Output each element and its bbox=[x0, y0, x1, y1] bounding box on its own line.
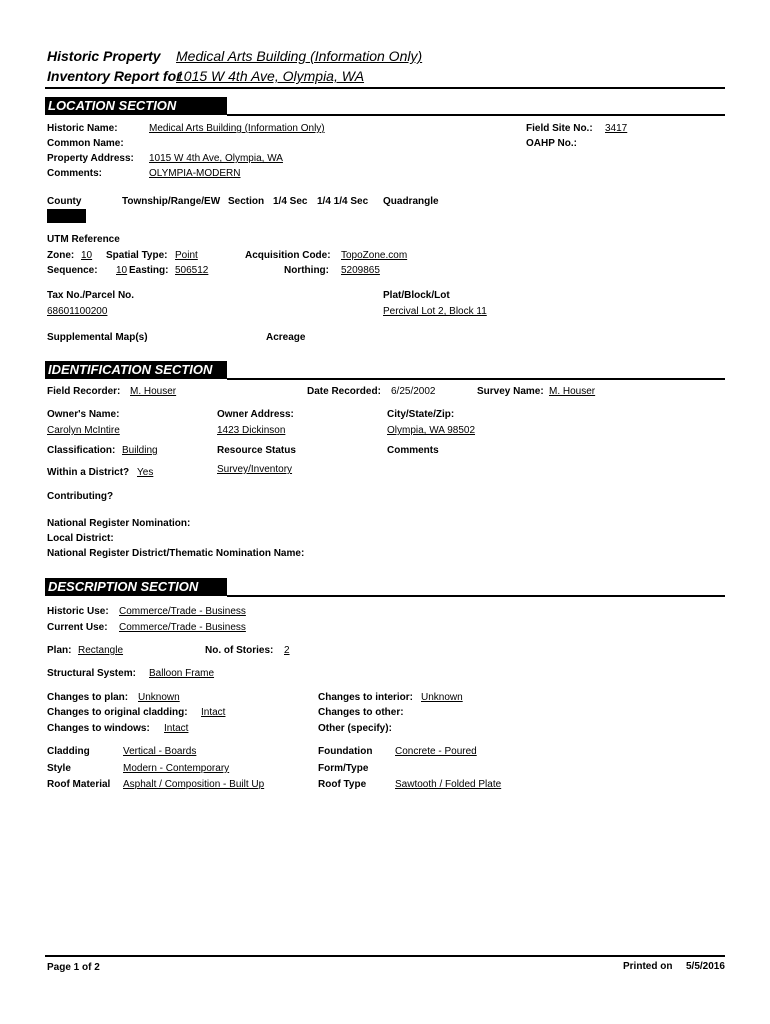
changes-cladding-value: Intact bbox=[201, 707, 226, 718]
identification-section-title: IDENTIFICATION SECTION bbox=[45, 361, 227, 379]
style-label: Style bbox=[47, 763, 71, 774]
foundation-label: Foundation bbox=[318, 746, 373, 757]
quadrangle-label: Quadrangle bbox=[383, 196, 439, 207]
comments-value: OLYMPIA-MODERN bbox=[149, 168, 241, 179]
tax-parcel-value: 68601100200 bbox=[47, 306, 108, 317]
header-label-2: Inventory Report for bbox=[47, 68, 182, 84]
comments-label: Comments: bbox=[47, 168, 103, 179]
printed-date: 5/5/2016 bbox=[686, 961, 725, 972]
tax-parcel-label: Tax No./Parcel No. bbox=[47, 290, 135, 301]
contributing-label: Contributing? bbox=[47, 491, 114, 502]
acreage-label: Acreage bbox=[266, 332, 306, 343]
nr-district-label: National Register District/Thematic Nomination Name: bbox=[47, 548, 305, 559]
location-rule bbox=[227, 114, 725, 116]
field-recorder-label: Field Recorder: bbox=[47, 386, 121, 397]
zone-label: Zone: bbox=[47, 250, 75, 261]
identification-comments-label: Comments bbox=[387, 445, 439, 456]
changes-windows-value: Intact bbox=[164, 723, 189, 734]
historic-use-label: Historic Use: bbox=[47, 606, 109, 617]
county-redaction-block bbox=[47, 209, 86, 223]
cladding-label: Cladding bbox=[47, 746, 90, 757]
acquisition-value: TopoZone.com bbox=[341, 250, 408, 261]
printed-on-label: Printed on bbox=[623, 961, 673, 972]
foundation-value: Concrete - Poured bbox=[395, 746, 477, 757]
northing-label: Northing: bbox=[284, 265, 329, 276]
changes-windows-label: Changes to windows: bbox=[47, 723, 150, 734]
footer-rule bbox=[45, 955, 725, 957]
stories-value: 2 bbox=[284, 645, 290, 656]
changes-plan-label: Changes to plan: bbox=[47, 692, 129, 703]
easting-value: 506512 bbox=[175, 265, 209, 276]
sequence-value: 10 bbox=[116, 265, 128, 276]
within-district-value: Yes bbox=[137, 467, 154, 478]
structural-system-label: Structural System: bbox=[47, 668, 136, 679]
changes-plan-value: Unknown bbox=[138, 692, 180, 703]
owner-address-label: Owner Address: bbox=[217, 409, 294, 420]
style-value: Modern - Contemporary bbox=[123, 763, 230, 774]
form-type-label: Form/Type bbox=[318, 763, 369, 774]
identification-rule bbox=[227, 378, 725, 380]
structural-system-value: Balloon Frame bbox=[149, 668, 215, 679]
date-recorded-value: 6/25/2002 bbox=[391, 386, 436, 397]
city-state-zip-label: City/State/Zip: bbox=[387, 409, 455, 420]
description-rule bbox=[227, 595, 725, 597]
roof-material-value: Asphalt / Composition - Built Up bbox=[123, 779, 265, 790]
historic-name-label: Historic Name: bbox=[47, 123, 118, 134]
property-address-value: 1015 W 4th Ave, Olympia, WA bbox=[149, 153, 283, 164]
utm-label: UTM Reference bbox=[47, 234, 120, 245]
owner-address-value: 1423 Dickinson bbox=[217, 425, 286, 436]
spatial-type-label: Spatial Type: bbox=[106, 250, 168, 261]
header-building-name: Medical Arts Building (Information Only) bbox=[176, 48, 423, 64]
plan-value: Rectangle bbox=[78, 645, 124, 656]
header-address: 1015 W 4th Ave, Olympia, WA bbox=[176, 68, 365, 84]
page-number: Page 1 of 2 bbox=[47, 962, 100, 973]
date-recorded-label: Date Recorded: bbox=[307, 386, 381, 397]
stories-label: No. of Stories: bbox=[205, 645, 274, 656]
changes-other-label: Changes to other: bbox=[318, 707, 404, 718]
plan-label: Plan: bbox=[47, 645, 72, 656]
header-rule bbox=[45, 87, 725, 89]
nr-nomination-label: National Register Nomination: bbox=[47, 518, 191, 529]
roof-material-label: Roof Material bbox=[47, 779, 111, 790]
owner-name-label: Owner's Name: bbox=[47, 409, 120, 420]
current-use-label: Current Use: bbox=[47, 622, 108, 633]
owner-name-value: Carolyn McIntire bbox=[47, 425, 120, 436]
supplemental-maps-label: Supplemental Map(s) bbox=[47, 332, 148, 343]
trs-label: Township/Range/EW bbox=[122, 196, 221, 207]
zone-value: 10 bbox=[81, 250, 93, 261]
changes-interior-label: Changes to interior: bbox=[318, 692, 414, 703]
county-label: County bbox=[47, 196, 82, 207]
plat-block-lot-label: Plat/Block/Lot bbox=[383, 290, 450, 301]
classification-value: Building bbox=[122, 445, 158, 456]
oahp-label: OAHP No.: bbox=[526, 138, 577, 149]
northing-value: 5209865 bbox=[341, 265, 380, 276]
classification-label: Classification: bbox=[47, 445, 116, 456]
location-section-title: LOCATION SECTION bbox=[45, 97, 227, 115]
field-site-value: 3417 bbox=[605, 123, 628, 134]
within-district-label: Within a District? bbox=[47, 467, 130, 478]
historic-use-value: Commerce/Trade - Business bbox=[119, 606, 246, 617]
survey-name-label: Survey Name: bbox=[477, 386, 544, 397]
spatial-type-value: Point bbox=[175, 250, 198, 261]
easting-label: Easting: bbox=[129, 265, 169, 276]
property-address-label: Property Address: bbox=[47, 153, 134, 164]
roof-type-label: Roof Type bbox=[318, 779, 367, 790]
description-section-title: DESCRIPTION SECTION bbox=[45, 578, 227, 596]
historic-name-value: Medical Arts Building (Information Only) bbox=[149, 123, 325, 134]
resource-status-label: Resource Status bbox=[217, 445, 296, 456]
field-recorder-value: M. Houser bbox=[130, 386, 177, 397]
plat-block-lot-value: Percival Lot 2, Block 11 bbox=[383, 306, 487, 317]
field-site-label: Field Site No.: bbox=[526, 123, 593, 134]
city-state-zip-value: Olympia, WA 98502 bbox=[387, 425, 476, 436]
cladding-value: Vertical - Boards bbox=[123, 746, 197, 757]
other-specify-label: Other (specify): bbox=[318, 723, 392, 734]
acquisition-label: Acquisition Code: bbox=[245, 250, 331, 261]
sequence-label: Sequence: bbox=[47, 265, 98, 276]
header-label-1: Historic Property bbox=[47, 48, 161, 64]
section-label: Section bbox=[228, 196, 265, 207]
survey-name-value: M. Houser bbox=[549, 386, 596, 397]
changes-cladding-label: Changes to original cladding: bbox=[47, 707, 188, 718]
current-use-value: Commerce/Trade - Business bbox=[119, 622, 246, 633]
roof-type-value: Sawtooth / Folded Plate bbox=[395, 779, 502, 790]
common-name-label: Common Name: bbox=[47, 138, 124, 149]
changes-interior-value: Unknown bbox=[421, 692, 463, 703]
resource-status-value: Survey/Inventory bbox=[217, 464, 293, 475]
quarter-section-label: 1/4 Sec bbox=[273, 196, 308, 207]
quarter-quarter-label: 1/4 1/4 Sec bbox=[317, 196, 369, 207]
local-district-label: Local District: bbox=[47, 533, 114, 544]
